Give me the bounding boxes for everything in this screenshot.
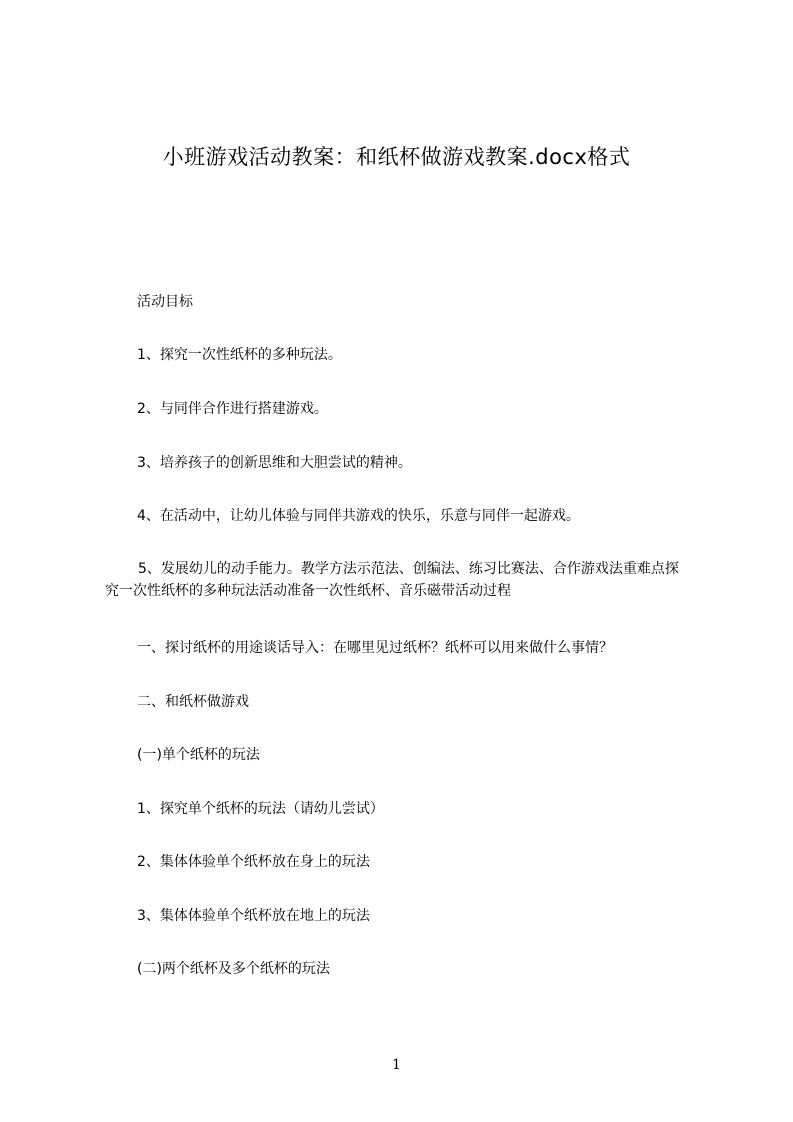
paragraph-goal-5: 5、发展幼儿的动手能力。教学方法示范法、创编法、练习比赛法、合作游戏法重难点探究一次性纸杯的多种玩法活动准备一次性纸杯、音乐磁带活动过程: [105, 561, 679, 599]
page-number: 1: [392, 1057, 401, 1073]
paragraph-goal-3: 3、培养孩子的创新思维和大胆尝试的精神。: [137, 455, 412, 471]
document-title: 小班游戏活动教案：和纸杯做游戏教案.docx格式: [162, 145, 631, 169]
paragraph-section-multi-cup: (二)两个纸杯及多个纸杯的玩法: [137, 961, 330, 977]
paragraph-single-cup-3: 3、集体体验单个纸杯放在地上的玩法: [137, 908, 370, 924]
paragraph-section-single-cup: (一)单个纸杯的玩法: [137, 747, 260, 763]
paragraph-step-1: 一、探讨纸杯的用途谈话导入：在哪里见过纸杯？纸杯可以用来做什么事情？: [137, 640, 613, 656]
paragraph-activity-goals: 活动目标: [137, 294, 193, 310]
paragraph-single-cup-1: 1、探究单个纸杯的玩法（请幼儿尝试）: [137, 801, 384, 817]
paragraph-step-2: 二、和纸杯做游戏: [137, 694, 249, 710]
paragraph-goal-4: 4、在活动中，让幼儿体验与同伴共游戏的快乐，乐意与同伴一起游戏。: [137, 508, 580, 524]
paragraph-goal-1: 1、探究一次性纸杯的多种玩法。: [137, 347, 342, 363]
paragraph-goal-2: 2、与同伴合作进行搭建游戏。: [137, 401, 328, 417]
paragraph-single-cup-2: 2、集体体验单个纸杯放在身上的玩法: [137, 854, 370, 870]
